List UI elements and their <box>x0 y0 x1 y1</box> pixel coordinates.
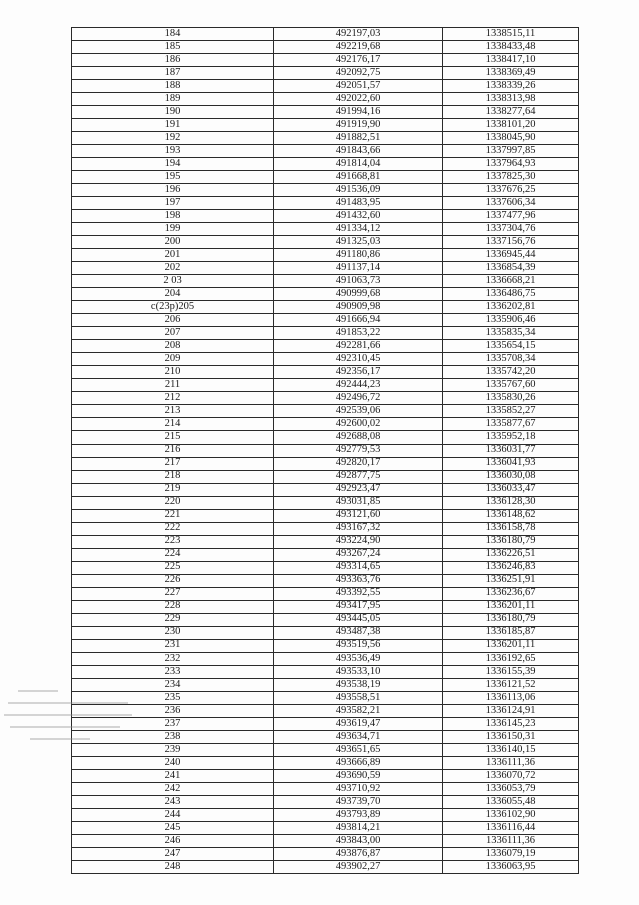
point-number-cell: 198 <box>72 210 274 223</box>
table-row <box>72 834 579 847</box>
table-row <box>72 418 579 431</box>
x-coordinate-cell: 493121,60 <box>274 509 443 522</box>
table-row <box>72 808 579 821</box>
x-coordinate-cell: 491666,94 <box>274 314 443 327</box>
y-coordinate-cell: 1335742,20 <box>443 366 579 379</box>
table-row <box>72 470 579 483</box>
point-number-cell: 248 <box>72 861 274 874</box>
table-row <box>72 574 579 587</box>
x-coordinate-cell: 493519,56 <box>274 639 443 652</box>
table-row <box>72 678 579 691</box>
x-coordinate-cell: 492176,17 <box>274 54 443 67</box>
table-row <box>72 41 579 54</box>
y-coordinate-cell: 1335906,46 <box>443 314 579 327</box>
x-coordinate-cell: 493533,10 <box>274 665 443 678</box>
point-number-cell: 236 <box>72 704 274 717</box>
table-row <box>72 769 579 782</box>
x-coordinate-cell: 492877,75 <box>274 470 443 483</box>
table-row <box>72 301 579 314</box>
point-number-cell: 225 <box>72 561 274 574</box>
point-number-cell: 210 <box>72 366 274 379</box>
x-coordinate-cell: 492356,17 <box>274 366 443 379</box>
x-coordinate-cell: 492923,47 <box>274 483 443 496</box>
point-number-cell: 245 <box>72 821 274 834</box>
table-row <box>72 756 579 769</box>
x-coordinate-cell: 492539,06 <box>274 405 443 418</box>
point-number-cell: 216 <box>72 444 274 457</box>
x-coordinate-cell: 493445,05 <box>274 613 443 626</box>
table-row <box>72 444 579 457</box>
table-row <box>72 652 579 665</box>
table-row <box>72 704 579 717</box>
x-coordinate-cell: 491843,66 <box>274 145 443 158</box>
y-coordinate-cell: 1336201,11 <box>443 639 579 652</box>
point-number-cell: 196 <box>72 184 274 197</box>
x-coordinate-cell: 491432,60 <box>274 210 443 223</box>
y-coordinate-cell: 1338277,64 <box>443 106 579 119</box>
y-coordinate-cell: 1337606,34 <box>443 197 579 210</box>
table-row <box>72 275 579 288</box>
y-coordinate-cell: 1338369,49 <box>443 67 579 80</box>
point-number-cell: 240 <box>72 756 274 769</box>
table-row <box>72 795 579 808</box>
point-number-cell: 220 <box>72 496 274 509</box>
y-coordinate-cell: 1336140,15 <box>443 743 579 756</box>
table-row <box>72 145 579 158</box>
point-number-cell: 197 <box>72 197 274 210</box>
y-coordinate-cell: 1337825,30 <box>443 171 579 184</box>
x-coordinate-cell: 493538,19 <box>274 678 443 691</box>
x-coordinate-cell: 493167,32 <box>274 522 443 535</box>
x-coordinate-cell: 493843,00 <box>274 834 443 847</box>
y-coordinate-cell: 1338433,48 <box>443 41 579 54</box>
x-coordinate-cell: 492600,02 <box>274 418 443 431</box>
table-row <box>72 405 579 418</box>
table-row <box>72 821 579 834</box>
y-coordinate-cell: 1338101,20 <box>443 119 579 132</box>
point-number-cell: 235 <box>72 691 274 704</box>
y-coordinate-cell: 1337997,85 <box>443 145 579 158</box>
x-coordinate-cell: 492688,08 <box>274 431 443 444</box>
point-number-cell: 241 <box>72 769 274 782</box>
table-row <box>72 743 579 756</box>
table-row <box>72 80 579 93</box>
x-coordinate-cell: 492820,17 <box>274 457 443 470</box>
point-number-cell: 194 <box>72 158 274 171</box>
y-coordinate-cell: 1336251,91 <box>443 574 579 587</box>
table-row <box>72 184 579 197</box>
table-row <box>72 197 579 210</box>
x-coordinate-cell: 492197,03 <box>274 28 443 41</box>
x-coordinate-cell: 493634,71 <box>274 730 443 743</box>
x-coordinate-cell: 491668,81 <box>274 171 443 184</box>
point-number-cell: 199 <box>72 223 274 236</box>
y-coordinate-cell: 1335654,15 <box>443 340 579 353</box>
point-number-cell: 188 <box>72 80 274 93</box>
point-number-cell: 221 <box>72 509 274 522</box>
y-coordinate-cell: 1336041,93 <box>443 457 579 470</box>
table-row <box>72 171 579 184</box>
x-coordinate-cell: 493314,65 <box>274 561 443 574</box>
point-number-cell: 211 <box>72 379 274 392</box>
table-row <box>72 847 579 860</box>
table-row <box>72 119 579 132</box>
x-coordinate-cell: 491180,86 <box>274 249 443 262</box>
table-row <box>72 366 579 379</box>
table-row <box>72 28 579 41</box>
point-number-cell: 224 <box>72 548 274 561</box>
x-coordinate-cell: 492281,66 <box>274 340 443 353</box>
y-coordinate-cell: 1336201,11 <box>443 600 579 613</box>
point-number-cell: 191 <box>72 119 274 132</box>
y-coordinate-cell: 1335767,60 <box>443 379 579 392</box>
y-coordinate-cell: 1336180,79 <box>443 613 579 626</box>
table-row <box>72 353 579 366</box>
table-row <box>72 106 579 119</box>
x-coordinate-cell: 492310,45 <box>274 353 443 366</box>
table-row <box>72 483 579 496</box>
y-coordinate-cell: 1337964,93 <box>443 158 579 171</box>
point-number-cell: 231 <box>72 639 274 652</box>
point-number-cell: 226 <box>72 574 274 587</box>
y-coordinate-cell: 1338045,90 <box>443 132 579 145</box>
y-coordinate-cell: 1336030,08 <box>443 470 579 483</box>
point-number-cell: 229 <box>72 613 274 626</box>
point-number-cell: 208 <box>72 340 274 353</box>
point-number-cell: 212 <box>72 392 274 405</box>
point-number-cell: 239 <box>72 743 274 756</box>
point-number-cell: 189 <box>72 93 274 106</box>
table-row <box>72 314 579 327</box>
table-row <box>72 730 579 743</box>
x-coordinate-cell: 491882,51 <box>274 132 443 145</box>
point-number-cell: c(23p)205 <box>72 301 274 314</box>
point-number-cell: 227 <box>72 587 274 600</box>
point-number-cell: 190 <box>72 106 274 119</box>
y-coordinate-cell: 1336158,78 <box>443 522 579 535</box>
table-row <box>72 249 579 262</box>
y-coordinate-cell: 1336121,52 <box>443 678 579 691</box>
x-coordinate-cell: 493710,92 <box>274 782 443 795</box>
y-coordinate-cell: 1336053,79 <box>443 782 579 795</box>
point-number-cell: 228 <box>72 600 274 613</box>
x-coordinate-cell: 491814,04 <box>274 158 443 171</box>
x-coordinate-cell: 493536,49 <box>274 652 443 665</box>
point-number-cell: 215 <box>72 431 274 444</box>
x-coordinate-cell: 493558,51 <box>274 691 443 704</box>
x-coordinate-cell: 493224,90 <box>274 535 443 548</box>
table-row <box>72 158 579 171</box>
x-coordinate-cell: 491334,12 <box>274 223 443 236</box>
y-coordinate-cell: 1336070,72 <box>443 769 579 782</box>
x-coordinate-cell: 492444,23 <box>274 379 443 392</box>
x-coordinate-cell: 493392,55 <box>274 587 443 600</box>
y-coordinate-cell: 1336031,77 <box>443 444 579 457</box>
y-coordinate-cell: 1337676,25 <box>443 184 579 197</box>
table-row <box>72 67 579 80</box>
y-coordinate-cell: 1336102,90 <box>443 808 579 821</box>
table-row <box>72 548 579 561</box>
y-coordinate-cell: 1336192,65 <box>443 652 579 665</box>
point-number-cell: 184 <box>72 28 274 41</box>
table-row <box>72 665 579 678</box>
x-coordinate-cell: 491994,16 <box>274 106 443 119</box>
point-number-cell: 187 <box>72 67 274 80</box>
table-row <box>72 327 579 340</box>
table-row <box>72 262 579 275</box>
table-row <box>72 223 579 236</box>
y-coordinate-cell: 1336128,30 <box>443 496 579 509</box>
point-number-cell: 204 <box>72 288 274 301</box>
point-number-cell: 186 <box>72 54 274 67</box>
table-row <box>72 457 579 470</box>
point-number-cell: 238 <box>72 730 274 743</box>
x-coordinate-cell: 491919,90 <box>274 119 443 132</box>
x-coordinate-cell: 493363,76 <box>274 574 443 587</box>
y-coordinate-cell: 1336079,19 <box>443 847 579 860</box>
table-row <box>72 861 579 874</box>
point-number-cell: 242 <box>72 782 274 795</box>
x-coordinate-cell: 491853,22 <box>274 327 443 340</box>
y-coordinate-cell: 1336202,81 <box>443 301 579 314</box>
table-row <box>72 691 579 704</box>
point-number-cell: 243 <box>72 795 274 808</box>
y-coordinate-cell: 1336124,91 <box>443 704 579 717</box>
point-number-cell: 237 <box>72 717 274 730</box>
y-coordinate-cell: 1336155,39 <box>443 665 579 678</box>
point-number-cell: 193 <box>72 145 274 158</box>
table-row <box>72 626 579 639</box>
x-coordinate-cell: 493690,59 <box>274 769 443 782</box>
y-coordinate-cell: 1336145,23 <box>443 717 579 730</box>
y-coordinate-cell: 1336111,36 <box>443 756 579 769</box>
y-coordinate-cell: 1336148,62 <box>443 509 579 522</box>
y-coordinate-cell: 1335852,27 <box>443 405 579 418</box>
y-coordinate-cell: 1336055,48 <box>443 795 579 808</box>
table-row <box>72 717 579 730</box>
point-number-cell: 247 <box>72 847 274 860</box>
point-number-cell: 234 <box>72 678 274 691</box>
table-row <box>72 522 579 535</box>
table-row <box>72 613 579 626</box>
y-coordinate-cell: 1336180,79 <box>443 535 579 548</box>
table-row <box>72 535 579 548</box>
point-number-cell: 218 <box>72 470 274 483</box>
point-number-cell: 202 <box>72 262 274 275</box>
point-number-cell: 222 <box>72 522 274 535</box>
y-coordinate-cell: 1336945,44 <box>443 249 579 262</box>
x-coordinate-cell: 492051,57 <box>274 80 443 93</box>
x-coordinate-cell: 493666,89 <box>274 756 443 769</box>
y-coordinate-cell: 1336111,36 <box>443 834 579 847</box>
x-coordinate-cell: 491325,03 <box>274 236 443 249</box>
table-row <box>72 600 579 613</box>
x-coordinate-cell: 492496,72 <box>274 392 443 405</box>
y-coordinate-cell: 1335877,67 <box>443 418 579 431</box>
point-number-cell: 244 <box>72 808 274 821</box>
point-number-cell: 232 <box>72 652 274 665</box>
point-number-cell: 219 <box>72 483 274 496</box>
x-coordinate-cell: 493876,87 <box>274 847 443 860</box>
coordinates-table-body <box>72 28 579 874</box>
point-number-cell: 230 <box>72 626 274 639</box>
y-coordinate-cell: 1337477,96 <box>443 210 579 223</box>
y-coordinate-cell: 1336116,44 <box>443 821 579 834</box>
x-coordinate-cell: 493814,21 <box>274 821 443 834</box>
x-coordinate-cell: 490909,98 <box>274 301 443 314</box>
point-number-cell: 213 <box>72 405 274 418</box>
y-coordinate-cell: 1336668,21 <box>443 275 579 288</box>
x-coordinate-cell: 493031,85 <box>274 496 443 509</box>
x-coordinate-cell: 491063,73 <box>274 275 443 288</box>
point-number-cell: 192 <box>72 132 274 145</box>
table-row <box>72 54 579 67</box>
y-coordinate-cell: 1338339,26 <box>443 80 579 93</box>
coordinates-table <box>71 27 579 874</box>
y-coordinate-cell: 1336185,87 <box>443 626 579 639</box>
point-number-cell: 206 <box>72 314 274 327</box>
y-coordinate-cell: 1337156,76 <box>443 236 579 249</box>
y-coordinate-cell: 1336236,67 <box>443 587 579 600</box>
x-coordinate-cell: 493417,95 <box>274 600 443 613</box>
table-row <box>72 340 579 353</box>
table-row <box>72 236 579 249</box>
point-number-cell: 217 <box>72 457 274 470</box>
table-row <box>72 288 579 301</box>
x-coordinate-cell: 491483,95 <box>274 197 443 210</box>
table-row <box>72 392 579 405</box>
y-coordinate-cell: 1336033,47 <box>443 483 579 496</box>
point-number-cell: 201 <box>72 249 274 262</box>
x-coordinate-cell: 493902,27 <box>274 861 443 874</box>
point-number-cell: 233 <box>72 665 274 678</box>
point-number-cell: 209 <box>72 353 274 366</box>
table-row <box>72 93 579 106</box>
point-number-cell: 223 <box>72 535 274 548</box>
table-row <box>72 132 579 145</box>
y-coordinate-cell: 1335830,26 <box>443 392 579 405</box>
table-row <box>72 496 579 509</box>
table-row <box>72 210 579 223</box>
point-number-cell: 2 03 <box>72 275 274 288</box>
y-coordinate-cell: 1336854,39 <box>443 262 579 275</box>
y-coordinate-cell: 1338417,10 <box>443 54 579 67</box>
y-coordinate-cell: 1335835,34 <box>443 327 579 340</box>
table-row <box>72 561 579 574</box>
table-row <box>72 782 579 795</box>
point-number-cell: 207 <box>72 327 274 340</box>
table-row <box>72 431 579 444</box>
y-coordinate-cell: 1336113,06 <box>443 691 579 704</box>
y-coordinate-cell: 1336226,51 <box>443 548 579 561</box>
x-coordinate-cell: 491137,14 <box>274 262 443 275</box>
table-row <box>72 379 579 392</box>
faded-stamp <box>0 680 140 750</box>
x-coordinate-cell: 493739,70 <box>274 795 443 808</box>
point-number-cell: 195 <box>72 171 274 184</box>
y-coordinate-cell: 1335952,18 <box>443 431 579 444</box>
x-coordinate-cell: 492219,68 <box>274 41 443 54</box>
x-coordinate-cell: 493793,89 <box>274 808 443 821</box>
table-row <box>72 639 579 652</box>
x-coordinate-cell: 493619,47 <box>274 717 443 730</box>
point-number-cell: 185 <box>72 41 274 54</box>
table-row <box>72 587 579 600</box>
x-coordinate-cell: 492092,75 <box>274 67 443 80</box>
y-coordinate-cell: 1336063,95 <box>443 861 579 874</box>
y-coordinate-cell: 1336246,83 <box>443 561 579 574</box>
y-coordinate-cell: 1335708,34 <box>443 353 579 366</box>
x-coordinate-cell: 491536,09 <box>274 184 443 197</box>
y-coordinate-cell: 1338515,11 <box>443 28 579 41</box>
y-coordinate-cell: 1338313,98 <box>443 93 579 106</box>
x-coordinate-cell: 492022,60 <box>274 93 443 106</box>
point-number-cell: 200 <box>72 236 274 249</box>
x-coordinate-cell: 493487,38 <box>274 626 443 639</box>
y-coordinate-cell: 1336486,75 <box>443 288 579 301</box>
y-coordinate-cell: 1336150,31 <box>443 730 579 743</box>
x-coordinate-cell: 493267,24 <box>274 548 443 561</box>
x-coordinate-cell: 492779,53 <box>274 444 443 457</box>
table-row <box>72 509 579 522</box>
point-number-cell: 214 <box>72 418 274 431</box>
x-coordinate-cell: 490999,68 <box>274 288 443 301</box>
x-coordinate-cell: 493582,21 <box>274 704 443 717</box>
point-number-cell: 246 <box>72 834 274 847</box>
y-coordinate-cell: 1337304,76 <box>443 223 579 236</box>
x-coordinate-cell: 493651,65 <box>274 743 443 756</box>
